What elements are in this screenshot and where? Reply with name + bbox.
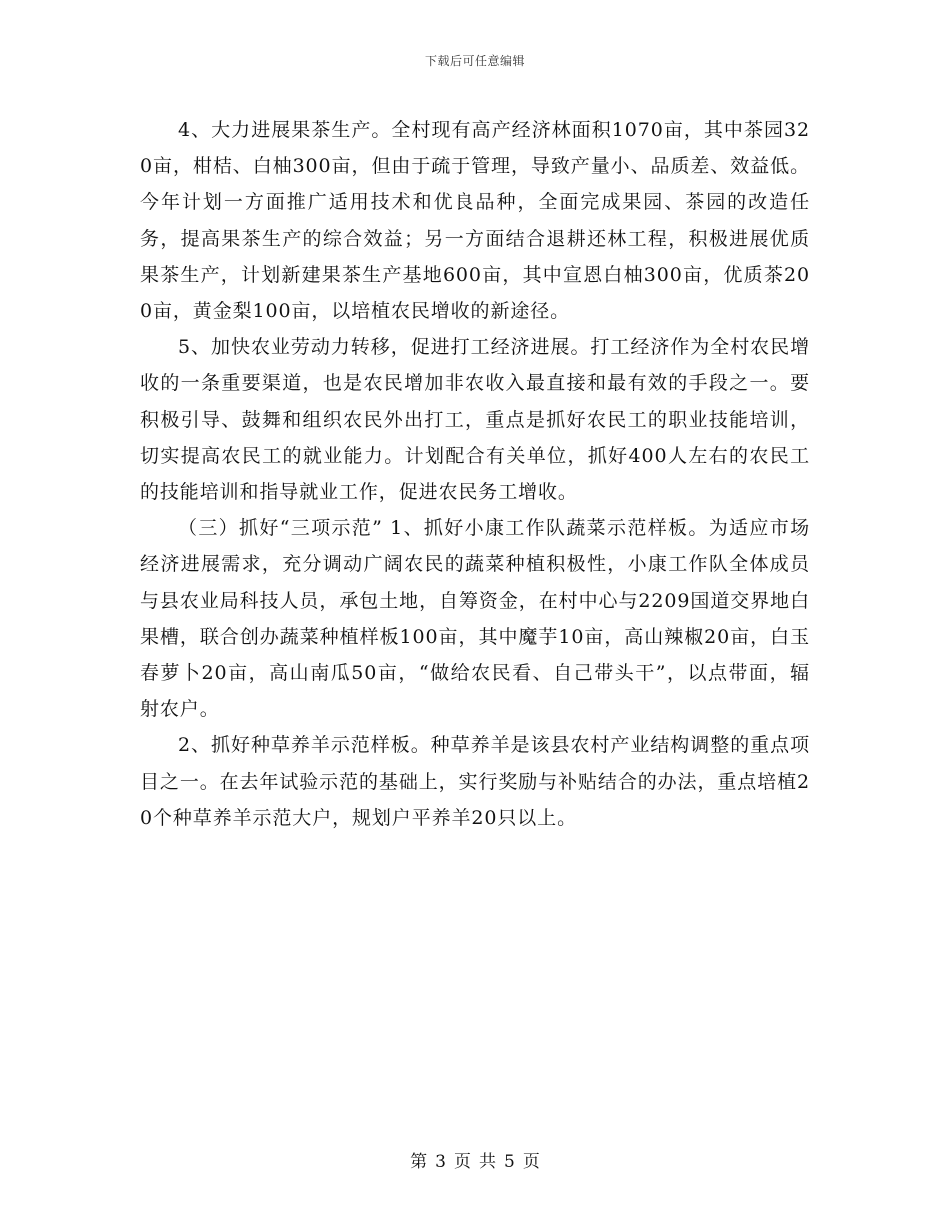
footer-total-pages: 5 — [504, 1152, 515, 1172]
body-text — [140, 112, 810, 836]
paragraph-grass-sheep: 2、抓好种草养羊示范样板。种草养羊是该县农村产业结构调整的重点项目之一。在去年试验示范的基础上，实行奖励与补贴结合的办法，重点培植20个种草养羊示范大户，规划户平养羊20只以上。 — [140, 734, 810, 829]
footer-ye2: 页 — [522, 1152, 540, 1172]
page-footer — [0, 1147, 950, 1172]
footer-current-page: 3 — [435, 1152, 446, 1172]
page-header: 下载后可任意编辑 — [424, 54, 525, 68]
paragraph-labor-transfer: 5、加快农业劳动力转移，促进打工经济进展。打工经济作为全村农民增收的一条重要渠道，也是农民增加非农收入最直接和最有效的手段之一。要积极引导、鼓舞和组织农民外出打工，重点是抓好农民工的职业技能培训，切实提高农民工的就业能力。计划配合有关单位，抓好400人左右的农民工的技能培训和指导就业工作，促进农民务工增收。 — [140, 336, 810, 504]
paragraph-fruit-tea: 4、大力进展果茶生产。全村现有高产经济林面积1070亩，其中茶园320亩，柑桔、白柚300亩，但由于疏于管理，导致产量小、品质差、效益低。今年计划一方面推广适用技术和优良品种，全面完成果园、茶园的改造任务，提高果茶生产的综合效益；另一方面结合退耕还林工程，积极进展优质果茶生产，计划新建果茶生产基地600亩，其中宣恩白柚300亩，优质茶200亩，黄金梨100亩，以培植农民增收的新途径。 — [140, 119, 810, 323]
footer-ye: 页 — [454, 1152, 471, 1172]
paragraph-three-demos: （三）抓好“三项示范” 1、抓好小康工作队蔬菜示范样板。为适应市场经济进展需求，充分调动广阔农民的蔬菜种植积极性，小康工作队全体成员与县农业局科技人员，承包土地，自筹资金，在村中心与2209国道交界地白果槽，联合创办蔬菜种植样板100亩，其中魔芋10亩，高山辣椒20亩，白玉春萝卜20亩，高山南瓜50亩，“做给农民看、自己带头干”，以点带面，辐射农户。 — [140, 517, 810, 721]
footer-gong: 共 — [479, 1152, 496, 1172]
footer-di: 第 — [410, 1152, 428, 1172]
